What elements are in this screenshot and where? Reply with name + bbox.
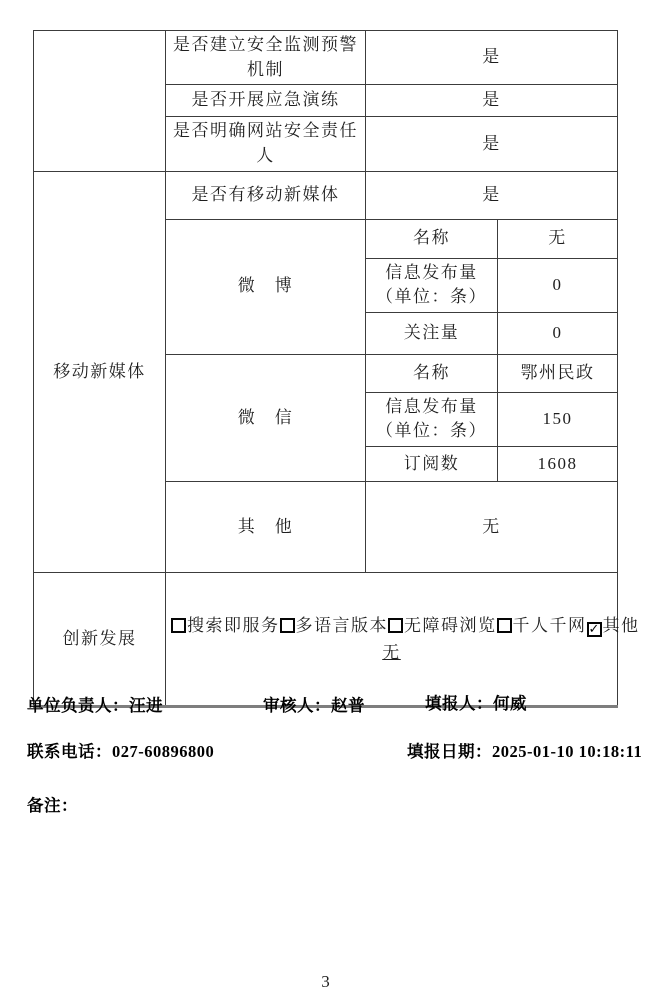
wechat-posts-label: 信息发布量（单位：条） [366,392,498,446]
security-row-label: 是否开展应急演练 [166,85,366,117]
option-label: 多语言版本 [295,616,388,636]
reviewer-value: 赵普 [331,696,365,715]
phone-line [27,738,214,762]
check-mark [390,620,401,631]
option-label: 搜索即服务 [187,616,280,636]
phone-label: 联系电话： [27,742,112,761]
option-accessibility [388,616,497,635]
report-date-value: 2025-01-10 10:18:11 [492,742,643,761]
phone-value: 027-60896800 [112,742,215,761]
wechat-label: 微 信 [166,354,366,481]
other-media-label: 其 他 [166,482,366,573]
prev-section-cell [34,31,166,172]
check-mark [499,620,510,631]
notes-label: 备注： [27,796,78,815]
weibo-posts-label: 信息发布量（单位：条） [366,258,498,312]
report-date-line [407,738,642,762]
option-label: 千人千网 [512,616,587,636]
weibo-followers-value: 0 [498,312,618,354]
checkbox-icon[interactable] [388,618,403,633]
has-mobile-label: 是否有移动新媒体 [166,171,366,219]
weibo-followers-label: 关注量 [366,312,498,354]
checkbox-icon[interactable] [171,618,186,633]
check-mark [282,620,293,631]
security-row-value: 是 [366,85,618,117]
unit-head-line [27,692,163,716]
wechat-name-value: 鄂州民政 [498,354,618,392]
weibo-name-label: 名称 [366,219,498,258]
innovation-other-text: 无 [382,643,401,663]
security-row-label: 是否建立安全监测预警机制 [166,31,366,85]
checkbox-checked-icon[interactable] [587,622,602,637]
wechat-posts-value: 150 [498,392,618,446]
weibo-posts-value: 0 [498,258,618,312]
report-table [33,30,640,708]
option-thousand-sites [497,616,587,635]
filler-line [425,690,527,714]
wechat-name-label: 名称 [366,354,498,392]
has-mobile-value: 是 [366,171,618,219]
filler-value: 何威 [493,694,527,713]
option-search-as-service [171,616,280,635]
checkbox-icon[interactable] [497,618,512,633]
checkbox-icon[interactable] [280,618,295,633]
security-row-value: 是 [366,117,618,171]
page-number: 3 [321,972,330,991]
option-other [587,616,640,638]
security-row-value: 是 [366,31,618,85]
innovation-options [171,612,640,639]
filler-label: 填报人： [425,694,493,713]
wechat-subscribers-value: 1608 [498,447,618,482]
wechat-subscribers-label: 订阅数 [366,447,498,482]
check-mark: ✓ [588,622,601,638]
security-row-label: 是否明确网站安全责任人 [166,117,366,171]
mobile-media-section-label: 移动新媒体 [34,171,166,573]
option-label: 其他 [602,616,640,636]
other-media-value: 无 [366,482,618,573]
innovation-cell [166,573,640,707]
reviewer-line [263,692,365,716]
unit-head-value: 汪进 [129,696,163,715]
reviewer-label: 审核人： [263,696,331,715]
option-multilingual [280,616,389,635]
unit-head-label: 单位负责人： [27,696,129,715]
weibo-label: 微 博 [166,219,366,354]
option-label: 无障碍浏览 [404,616,497,636]
innovation-section-label: 创新发展 [34,573,166,707]
report-date-label: 填报日期： [407,742,492,761]
check-mark [173,620,184,631]
weibo-name-value: 无 [498,219,618,258]
